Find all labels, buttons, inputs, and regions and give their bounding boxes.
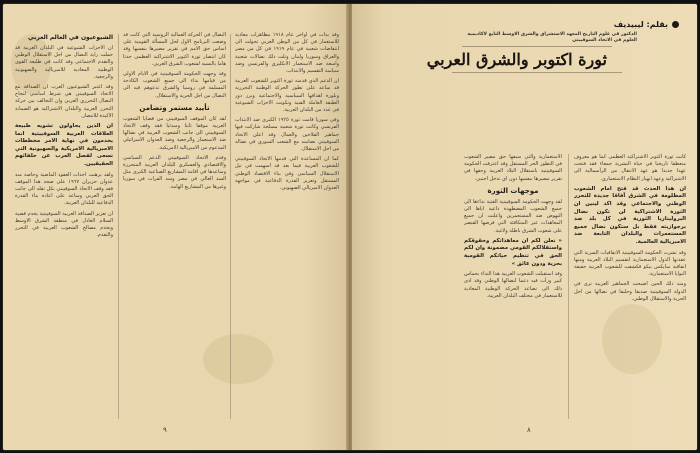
left-page-column-left <box>15 32 113 424</box>
paragraph: ومنذ ذلك الحين اصبحت الجماهير العربية ترى في الدولة السوفييتية صديقا وحليفا في نضالها من اجل الحرية والاستقلال الوطني. <box>574 281 686 302</box>
paragraph: كما ان المساعدة التي قدمها الاتحاد السوفييتي للشعوب العربية فيما بعد قد اسهمت في نيل الاستقلال السياسي وفي بناء الاقتصاد الوطني المستقل وتعزيز القدرة الدفاعية في مواجهة العدوان الامبريالي الصهيوني. <box>235 156 339 192</box>
page-number: ٨ <box>527 426 531 434</box>
left-page-column-middle <box>123 32 226 424</box>
paragraph: لقد كان الموقف السوفييتي من قضايا الشعوب العربية موقفا ثابتا ومبدئيا فقد وقف الاتحاد السوفييتي الى جانب الشعوب العربية في نضالها ضد الاستعمار والرجعية وضد العدوان الاسرائيلي المدعوم من الامبريالية الامريكية. <box>123 115 226 151</box>
paragraph: وقد نشرت الحكومة السوفييتية الاتفاقيات السرية التي عقدتها الدول الاستعمارية لتقسيم البلاد العربية ومنها اتفاقية سايكس بيكو فكشفت للشعوب العربية حقيقة النوايا الاستعمارية. <box>574 249 686 278</box>
paragraph: ان تعزيز الصداقة العربية السوفييتية يخدم قضية السلام العادل في منطقة الشرق الاوسط ويخدم مصالح الشعوب العربية في التحرر والتقدم. <box>15 210 113 239</box>
paragraph: وقد اعتبر الشيوعيون العرب ان الصداقة مع الاتحاد السوفييتي هي شرط اساسي لنجاح النضال التحرري العربي وان التحالف بين حركة التحرر العربية والبلدان الاشتراكية هو الضمانة الاكيدة للانتصار. <box>15 84 113 119</box>
quote-paragraph: « نعلن لكم ان معاهداتكم وحقوقكم واستقلالكم القومي مضمونة وان لكم الحق في تنظيم حياتكم القومية بحرية ودون عائق » <box>464 237 562 267</box>
paragraph: وفي سوريا قامت ثورة ١٩٢٥ الكبرى ضد الانتداب الفرنسي وكانت ثورة شعبية مسلحة شاركت فيها جماهير الفلاحين والعمال وقد اعلن الاتحاد السوفييتي تضامنه مع الشعب السوري في نضاله من اجل الاستقلال. <box>235 117 339 153</box>
magazine-spread <box>3 4 697 450</box>
section-heading: موجهات الثورة <box>487 186 539 195</box>
right-page-column-right <box>574 154 686 424</box>
paragraph: النضال في الحركة العمالية الروسية التي كانت قد وضعت البرنامج الاول لحل المسألة القومية على اساس حق الامم في تقرير مصيرها بنفسها وقد كان انتصار ثورة اكتوبر الاشتراكية العظمى حدثا هاما بالنسبة لشعوب الشرق العربي. <box>123 32 226 67</box>
title-rule <box>462 46 612 47</box>
emphasized-paragraph: ان هذا الحدث قد فتح امام الشعوب المظلومة في الشرق آفاقا جديدة للتحرر الوطني والاجتماعي وقد اكد لينين ان الثورة الاشتراكية لن تكون نضال البروليتاريا الثورية في كل بلد ضد برجوازيته فقط بل ستكون نضال جميع المستعمرات والبلدان التابعة ضد الامبريالية العالمية. <box>574 185 686 245</box>
paragraph: ان الاحزاب الشيوعية في البلدان العربية قد حملت راية النضال من اجل الاستقلال الوطني والتقدم الاجتماعي وقد كانت في طليعة القوى الوطنية المعادية للامبريالية والصهيونية والرجعية. <box>15 45 113 80</box>
emphasized-paragraph: ان الذين يحاولون تشويه طبيعة العلاقات العربية السوفييتية انما يخدمون في نهاية الامر مخططات الامبريالية الامريكية والصهيونية التي تسعى لفصل العرب عن حلفائهم الحقيقيين. <box>15 123 113 167</box>
article-title: ثورة اكتوبر والشرق العربي <box>426 50 607 69</box>
paragraph: وقدم الاتحاد السوفييتي الدعم السياسي والاقتصادي والعسكري للبلدان العربية المتحررة وساعدها في اقامة المشاريع الصناعية الكبرى مثل السد العالي في مصر وسد الفرات في سوريا وغيرها من المشاريع الهامة. <box>123 154 226 190</box>
section-heading: تأييد مستمر وتضامن <box>139 103 210 112</box>
paragraph: الاستعمارية والتي سبقها حق مصير الشعوب في التطور الحر المستقل وقد اعترفت الحكومة السوفييتية باستقلال البلاد العربية وحقها في تقرير مصيرها بنفسها دون اي تدخل اجنبي. <box>464 154 562 182</box>
author-byline <box>614 20 679 29</box>
left-page <box>3 4 348 450</box>
author-credentials: الدكتور في علوم التاريخ المعهد الاستشراق والشرق الاوسط التابع لاكاديمية العلوم في الاتحاد السوفييتي <box>467 32 637 43</box>
paragraph: ولقد برهنت احداث العقود الماضية وخاصة منذ عدوان حزيران ١٩٦٧ على صحة هذا الموقف فقد وقف الاتحاد السوفييتي بكل ثقله الى جانب الحق العربي وساعد على اعادة بناء القدرة الدفاعية للبلدان العربية. <box>15 171 113 207</box>
paragraph: وقد استقبلت الشعوب العربية هذا النداء بحماس كبير ورأت فيه دعما لنضالها الوطني وقد ادى ذلك الى تصاعد الحركة الوطنية المعادية للاستعمار في مختلف البلدان العربية. <box>464 271 562 299</box>
paragraph: ان الدعم الذي قدمته ثورة اكتوبر للشعوب العربية قد ساعد على تطور الحركة الوطنية التحررية وبلورة اهدافها السياسية والاجتماعية وبرز دور الطبقة العاملة الفتية وتكونت الاحزاب الشيوعية في عدد من البلدان العربية. <box>235 78 339 114</box>
title-rule <box>452 72 622 73</box>
column-divider <box>230 34 231 419</box>
column-divider <box>118 34 119 419</box>
author-name: بقلم: ليبيديف <box>613 20 668 29</box>
right-page <box>352 4 697 450</box>
page-number: ٩ <box>163 426 167 434</box>
bullet-icon <box>672 21 679 28</box>
section-heading: الشيوعيون في العالم العربي <box>28 34 113 41</box>
column-divider <box>568 154 569 419</box>
right-page-column-middle <box>464 154 562 424</box>
left-page-column-right <box>235 32 339 424</box>
paragraph: وقد بدأت في اواخر عام ١٩١٨ مظاهرات معادية للاستعمار في كل من الوطن العربي تحولت الى انتفاضات شعبية في عام ١٩١٩ في كل من مصر والعراق وسوريا ولبنان وتلت ذلك نضالات شعبية واسعة ضد الاستعمار الانكليزي والفرنسي وضد سياسة التقسيم والانتداب. <box>235 32 339 75</box>
paragraph: وقد وجهت الحكومة السوفييتية في الايام الاولى من قيامها نداء الى جميع الشعوب الكادحة المسلمة في روسيا والشرق تدعوهم فيه الى النضال من اجل الحرية والاستقلال. <box>123 71 226 99</box>
paragraph: كانت ثورة اكتوبر الاشتراكية العظمى كما هو معروف منعطفا تاريخيا في حياة البشرية جمعاء فقد فتحت عهدا جديدا هو عهد الانتقال من الرأسمالية الى الاشتراكية وعهد انهيار النظام الاستعماري. <box>574 154 686 182</box>
paragraph: لقد وجهت الحكومة السوفييتية الفتية نداءها الى جميع الشعوب المضطهدة داعية اياها الى النهوض ضد المستعمرين واعلنت ان جميع المعاهدات غير المتكافئة التي فرضها القيصر على شعوب الشرق باطلة ولاغية. <box>464 198 562 234</box>
